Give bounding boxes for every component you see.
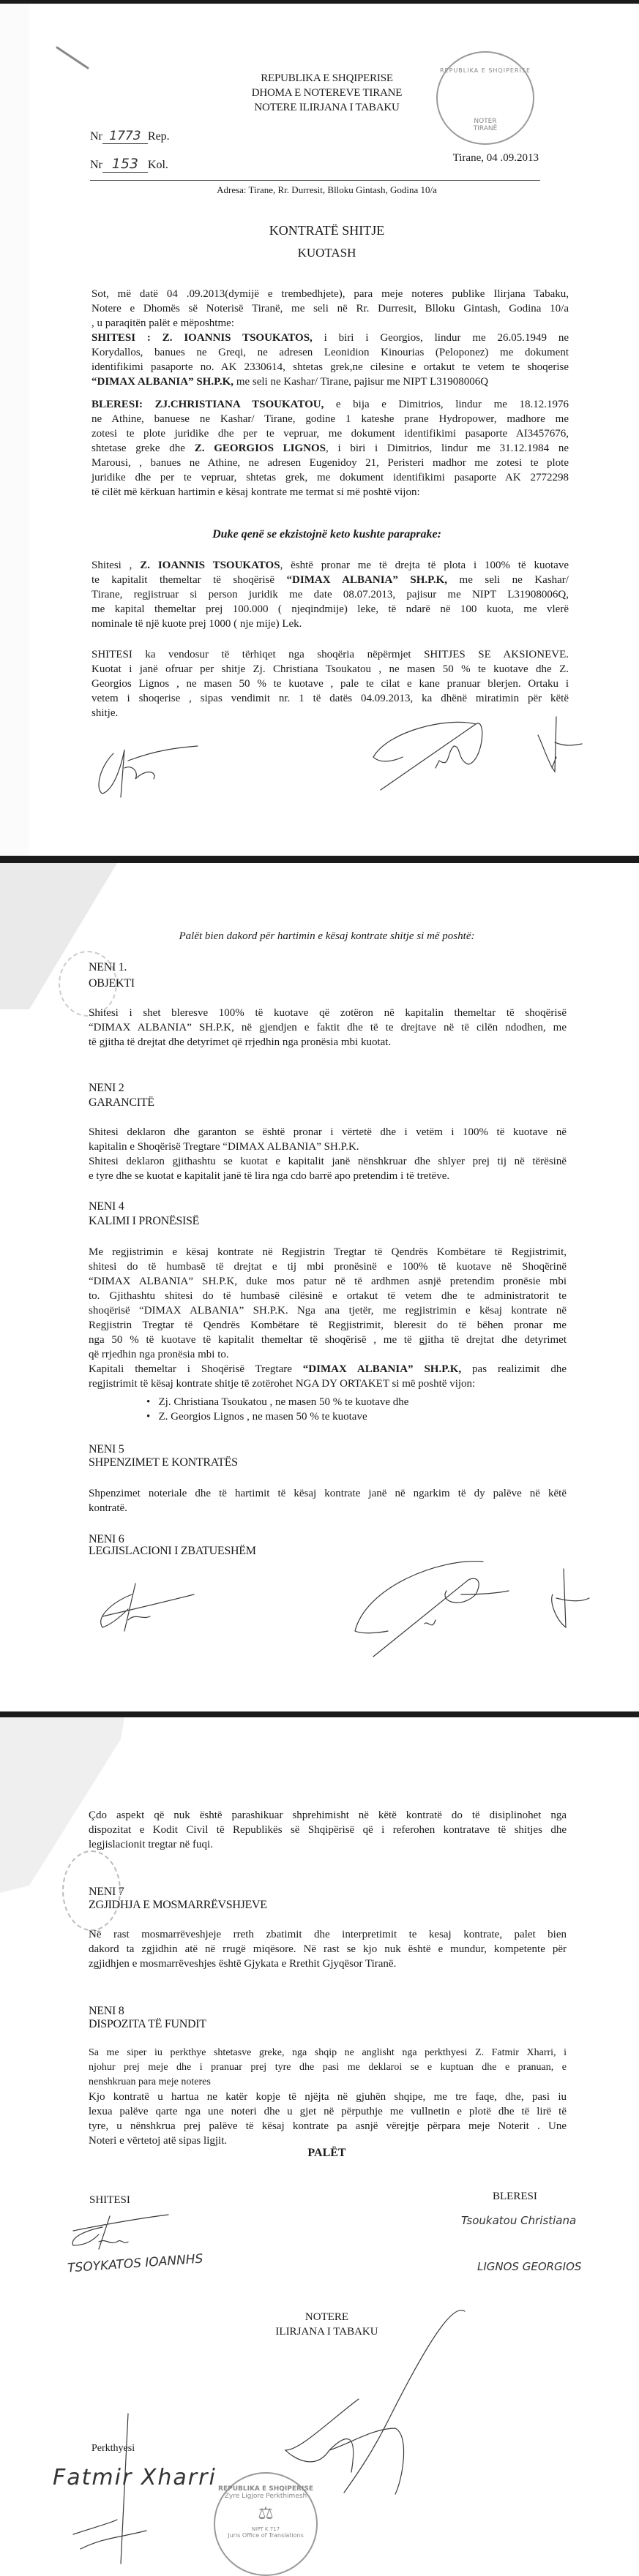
- text-line: [91, 573, 569, 587]
- seller-handwritten-name: TSOYKATOS IOANNHS: [67, 2251, 203, 2276]
- article-7-text: [89, 1927, 567, 1971]
- header-notary: NOTERE ILIRJANA I TABAKU: [254, 102, 400, 113]
- scan-margin: [0, 4, 29, 856]
- seller-signature: [91, 1580, 201, 1638]
- article-1-text: [89, 1006, 567, 1050]
- text-line: regjistrimit të kësaj kontrate shitje të zotërohet NGA DY ORTAKET si më poshtë vijon:: [89, 1378, 476, 1390]
- bold-text-segment: “DIMAX ALBANIA” SH.P.K,: [91, 376, 234, 388]
- text-line: Shpenzimet noteriale dhe të hartimit të kësaj kontrate janë në ngarkim të dy palëve në këtë: [89, 1488, 567, 1499]
- text-line: tyre, u nënshkrua prej palëve të kësaj kontrate pa asnjë vërejtje përpara meje Noterit . Une: [89, 2120, 567, 2132]
- text-line: kontratë.: [89, 1502, 127, 1514]
- text-line: identifikimi pasaporte no. AK 2330614, shtetas grek,ne cilesine e ortakut te vetem te shoqerise: [91, 361, 569, 373]
- article-4-title: KALIMI I PRONËSISË: [89, 1215, 200, 1227]
- header-republic: REPUBLIKA E SHQIPERISE: [261, 72, 393, 84]
- seller-label: SHITESI: [89, 2194, 130, 2206]
- document-title: KONTRATË SHITJE: [269, 223, 385, 238]
- notary-label: NOTERE: [304, 2311, 349, 2323]
- bold-text-segment: Z. GEORGIOS LIGNOS: [194, 442, 326, 454]
- text-segment: Kapitali themeltar i Shoqërisë Tregtare: [89, 1363, 303, 1375]
- text-line: Regjistrin Tregtar të Qendrës Kombëtare të Regjistrimit, bleresit do të bëhen pronar me: [89, 1319, 567, 1331]
- buyers-paragraph: [91, 397, 569, 500]
- buyer1-handwritten-name: Tsoukatou Christiana: [461, 2214, 577, 2227]
- bold-text-segment: SHITESI : Z. IOANNIS TSOUKATOS,: [91, 332, 313, 344]
- text-line: Në rast mosmarrëveshjeje rreth zbatimit dhe interpretimit te kesaj kontrate, palet bien: [89, 1929, 567, 1940]
- text-line: [91, 374, 569, 389]
- kol-value: 153: [102, 156, 148, 173]
- notary-signature: [285, 2304, 432, 2509]
- text-line: [91, 558, 569, 573]
- seller-paragraph: [91, 558, 569, 631]
- text-segment: Shitesi ,: [91, 560, 141, 571]
- article-1-number: NENI 1.: [89, 961, 127, 973]
- article-5-text: [89, 1486, 567, 1515]
- text-line: nenshkruan para meje noteres: [89, 2076, 211, 2087]
- text-line: ne Athine, banuese ne Kashar/ Tirane, godine 1 kateshe prane Hydropower, madhore me: [91, 413, 569, 425]
- buyer1-signature: [351, 1551, 512, 1660]
- scan-edge: [0, 0, 639, 4]
- text-line: juridike dhe per te vepruar, shtetas grek, me dokument identifikimi pasaporte AK 2772298: [91, 472, 569, 483]
- text-line: e tyre dhe se kuotat e kapitalit janë të lira nga cdo barrë apo pretendim i të tretëve.: [89, 1170, 450, 1182]
- text-segment: shtetase greke dhe: [91, 442, 195, 454]
- agreement-intro: Palët bien dakord për hartimin e kësaj kontrate shitje si më poshtë:: [179, 930, 475, 942]
- article-7-title: ZGJIDHJA E MOSMARRËVSHJEVE: [89, 1899, 267, 1911]
- owner-item: [146, 1395, 408, 1409]
- text-segment: pas realizimit dhe: [461, 1363, 567, 1375]
- rep-value: 1773: [102, 129, 148, 144]
- article-4-number: NENI 4: [89, 1200, 124, 1213]
- text-line: kapitalin e Shoqërisë Tregtare “DIMAX ALBANIA” SH.P.K.: [89, 1141, 359, 1153]
- text-line: që rrjedhin nga pronësia mbi to.: [89, 1349, 229, 1360]
- text-line: “DIMAX ALBANIA” SH.P.K, duke mos patur në të ardhmen asnjë pretendim pronësie mbi: [89, 1276, 567, 1287]
- text-line: Georgios Lignos , ne masen 50 % te kuotave , pale te cilat e kane pranuar blerjen. Ortaku i: [91, 678, 569, 690]
- text-line: të cilët më kërkuan hartimin e kësaj kontrate me termat si më poshtë vijon:: [91, 486, 420, 498]
- pen-mark: [55, 44, 91, 73]
- seller-signature: [66, 2212, 176, 2253]
- bold-text-segment: Z. IOANNIS TSOUKATOS: [140, 560, 280, 571]
- article-2-title: GARANCITË: [89, 1096, 154, 1109]
- kol-number: [90, 156, 168, 173]
- bullet-icon: •: [146, 1411, 159, 1423]
- text-line: me kapital themeltar prej 100.000 ( njeqindmije) leke, të ndarë në 100 kuota, me vlerë: [91, 603, 569, 615]
- bold-text-segment: “DIMAX ALBANIA” SH.P.K,: [286, 574, 448, 586]
- address: Adresa: Tirane, Rr. Durresit, Blloku Gintash, Godina 10/a: [217, 184, 437, 195]
- article-8-translation-text: [89, 2046, 567, 2090]
- article-2-text: [89, 1125, 567, 1183]
- article-8-copies-text: [89, 2090, 567, 2148]
- article-1-title: OBJEKTI: [89, 977, 135, 990]
- article-6-title: LEGJISLACIONI I ZBATUESHËM: [89, 1545, 256, 1557]
- text-line: Korydallos, banues ne Greqi, ne adresen Leonidion Kinourias (Peloponez) me dokument: [91, 347, 569, 358]
- translator-label: Perkthyesi: [91, 2443, 135, 2454]
- text-line: lexua palëve qarte nga une noteri dhe u gjet në përputhje me vullnetin e plotë dhe të lirë të: [89, 2106, 567, 2117]
- text-line: Çdo aspekt që nuk është parashikuar shprehimisht në këtë kontratë do të disiplinohet nga: [89, 1809, 567, 1821]
- text-line: vetem i shoqerise , sipas vendimit nr. 1 të datës 04.09.2013, ka dhënë miratimin për këtë: [91, 693, 569, 704]
- article-8-number: NENI 8: [89, 2005, 124, 2017]
- translator-signature: [66, 2410, 154, 2567]
- buyer-label: BLERESI: [493, 2191, 537, 2202]
- text-line: zotesi te plote juridike dhe per te vepruar, me dokument identifikimi pasaporte AI3457676,: [91, 428, 569, 440]
- text-line: Tirane, regjistruar si person juridik me date 08.07.2013, pajisur me NIPT L31908006Q,: [91, 589, 569, 600]
- text-line: Kjo kontratë u hartua ne katër kopje të njëjta në gjuhën shqipe, me tre faqe, dhe, pasi iu: [89, 2091, 567, 2103]
- owner-item: [146, 1409, 408, 1424]
- intro-paragraph: [91, 287, 569, 389]
- text-line: shitesi do të humbasë të drejtat e tij mbi pronësinë e 100% të kuotave në Shoqërinë: [89, 1261, 567, 1273]
- text-line: legjislacionit tregtar në fuqi.: [89, 1839, 213, 1850]
- page-break: [0, 856, 639, 863]
- text-segment: me seli ne Kashar/: [447, 574, 569, 586]
- article-2-number: NENI 2: [89, 1082, 124, 1094]
- text-line: Marousi, , banues ne Athine, ne adresen Eugenidoy 21, Peristeri madhor me zotesi te plote: [91, 457, 569, 469]
- text-line: njohur prej meje dhe i pranuar prej tyre dhe pasi me deklaroi se e kuptuan dhe e pranuan, e: [89, 2062, 567, 2073]
- document-subtitle: KUOTASH: [297, 246, 356, 260]
- parties-title: PALËT: [307, 2147, 346, 2159]
- text-line: Sa me siper iu perkthye shtetasve greke, nga shqip ne anglisht nga perkthyesi Z. Fatmir Xharri, i: [89, 2047, 567, 2058]
- translator-stamp: REPUBLIKA E SHQIPERISE Zyre Ligjore Perkthimesh ⚖ NIPT K 717 Juris Office of Translations: [214, 2472, 318, 2576]
- article-5-number: NENI 5: [89, 1443, 124, 1455]
- text-segment: , është pronar me të drejta të plota i 100% të kuotave: [280, 560, 569, 571]
- rep-suffix: Rep.: [147, 130, 170, 143]
- text-segment: i biri i Georgios, lindur me 26.05.1949 ne: [312, 332, 569, 344]
- text-line: SHITESI ka vendosur të tërhiqet nga shoqëria nëpërmjet SHITJES SE AKSIONEVE.: [91, 649, 569, 660]
- buyer2-handwritten-name: LIGNOS GEORGIOS: [477, 2260, 582, 2273]
- text-line: [91, 397, 569, 412]
- bullet-icon: •: [146, 1396, 159, 1408]
- buyer1-signature: [366, 702, 512, 797]
- seller-signature: [91, 739, 201, 805]
- owner-text: Z. Georgios Lignos , ne masen 50 % te kuotave: [158, 1411, 367, 1423]
- text-line: Shitesi i shet bleresve 100% të kuotave që zotëron në kapitalin themeltar të shoqërisë: [89, 1007, 567, 1019]
- translator-handwritten-name: Fatmir Xharri: [53, 2465, 217, 2490]
- header-chamber: DHOMA E NOTEREVE TIRANE: [251, 87, 403, 99]
- article-7-number: NENI 7: [89, 1886, 124, 1898]
- place-date: Tirane, 04 .09.2013: [452, 152, 539, 164]
- text-segment: me seli ne Kashar/ Tirane, pajisur me NIPT L31908006Q: [233, 376, 489, 388]
- rep-number: [90, 129, 170, 144]
- text-line: [89, 1362, 567, 1376]
- text-line: [91, 441, 569, 456]
- text-line: to. Gjithashtu shitesi do të humbasë cilësinë e ortakut të vetem dhe te administratorit te: [89, 1290, 567, 1302]
- notary-stamp: REPUBLIKA E SHQIPERISE NOTER TIRANË: [436, 51, 534, 145]
- owners-list: [146, 1395, 408, 1424]
- text-line: Me regjistrimin e kësaj kontrate në Regjistrin Tregtar të Qendrës Kombëtare të Regjistrimit,: [89, 1246, 567, 1258]
- header-divider: [90, 180, 540, 181]
- text-line: Kuotat i janë ofruar per shitje Zj. Christiana Tsoukatou , ne masen 50 % te kuotave dhe Z.: [91, 663, 569, 675]
- text-segment: e bija e Dimitrios, lindur me 18.12.1976: [324, 399, 569, 410]
- text-line: nga 50 % të kuotave të kapitalit themeltar të shoqërisë , me të gjitha të drejtat dhe detyrimet: [89, 1334, 567, 1346]
- kol-prefix: Nr: [90, 159, 102, 171]
- text-segment: , i biri i Dimitrios, lindur me 31.12.1984 ne: [326, 442, 569, 454]
- article-8-title: DISPOZITA TË FUNDIT: [89, 2018, 206, 2030]
- article-5-title: SHPENZIMET E KONTRATËS: [89, 1456, 238, 1469]
- text-line: [91, 331, 569, 345]
- text-line: të gjitha të drejtat dhe detyrimet që rrjedhin nga pronësia mbi kuotat.: [89, 1036, 392, 1048]
- text-line: dakord ta zgjidhin atë në rrugë miqësore. Në rast se kjo nuk është e mundur, kompetente për: [89, 1943, 567, 1955]
- text-line: nominale të një kuote prej 1000 ( nje mije) Lek.: [91, 618, 302, 630]
- text-line: shitje.: [91, 707, 119, 719]
- scales-icon: ⚖: [258, 2503, 274, 2523]
- buyer2-signature: [542, 1565, 593, 1631]
- preconditions-title: Duke qenë se ekzistojnë keto kushte paraprake:: [212, 528, 441, 541]
- notary-name: ILIRJANA I TABAKU: [275, 2326, 378, 2338]
- text-segment: te kapitalit themeltar të shoqërisë: [91, 574, 287, 586]
- text-line: zgjidhjen e mosmarrëveshjes është Gjykata e Rrethit Gjyqësor Tiranë.: [89, 1958, 397, 1970]
- article-6-text: [89, 1808, 567, 1852]
- article-4-text: [89, 1245, 567, 1391]
- text-line: dispozitat e Kodit Civil të Republikës së Shqipërisë që i referohen kontratave të shitjes dhe: [89, 1824, 567, 1836]
- text-line: shoqërisë “DIMAX ALBANIA” SH.P.K. Nga ana tjetër, me regjistrimin e kësaj kontrate në: [89, 1305, 567, 1317]
- rep-prefix: Nr: [90, 130, 102, 143]
- owner-text: Zj. Christiana Tsoukatou , ne masen 50 % te kuotave dhe: [158, 1396, 409, 1408]
- text-line: Notere e Dhomës së Noterisë Tiranë, me seli në Rr. Durresit, Blloku Gintash, Godina 10/a: [91, 303, 569, 315]
- bold-text-segment: BLERESI: ZJ.CHRISTIANA TSOUKATOU,: [91, 399, 324, 410]
- text-line: , u paraqitën palët e mëposhtme:: [91, 317, 234, 329]
- text-line: “DIMAX ALBANIA” SH.P.K, në gjendjen e faktit dhe të te drejtave në të cilën ndodhen, me: [89, 1022, 567, 1033]
- text-line: Shitesi deklaron dhe garanton se është pronar i vërtetë dhe i vetëm i 100% të kuotave në: [89, 1126, 567, 1138]
- article-6-number: NENI 6: [89, 1533, 124, 1545]
- kol-suffix: Kol.: [147, 159, 168, 171]
- bold-text-segment: “DIMAX ALBANIA” SH.P.K,: [302, 1363, 462, 1375]
- text-line: Shitesi deklaron gjithashtu se kuotat e kapitalit janë nënshkruar dhe shlyer prej tij në tërësinë: [89, 1156, 567, 1167]
- text-line: Sot, më datë 04 .09.2013(dymijë e trembedhjete), para meje noteres publike Ilirjana Tabaku,: [91, 288, 569, 300]
- buyer2-signature: [534, 713, 586, 779]
- page-break: [0, 1711, 639, 1717]
- text-line: Noteri e vërtetoj atë sipas ligjit.: [89, 2135, 228, 2147]
